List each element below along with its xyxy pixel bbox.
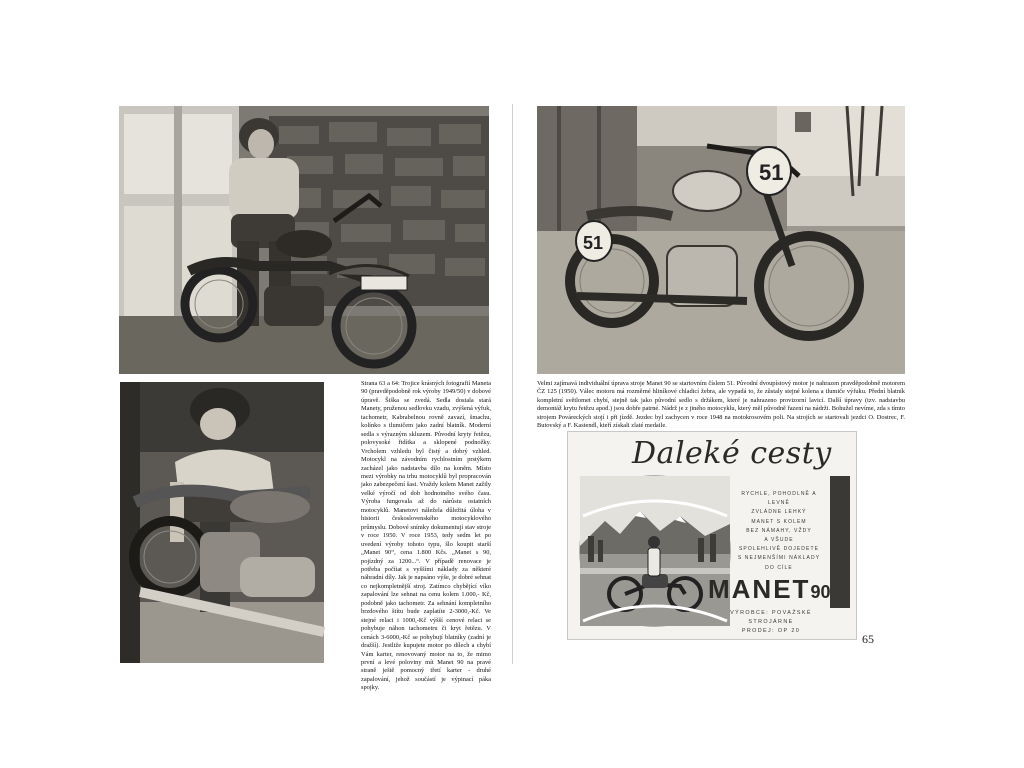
caption-left-page: Strana 63 a 64: Trojice krásných fotografií Maneta 90 (pravděpodobně rok výroby 1949/50) v dobové úpravě. Šiška se zvedá. Sedla dostala stará Manety, pruženou sedlovku vzadu, zvýšená výfuk, tachometr, Kabrabelnou rovně zavazí, šmachu, kolínko s tlumičem jako zadní blatník. Moderní sedla s výrazným skluzem. Původní kryty řetězu, polovysoké řidítka a sklopené podnožky. Vrcholem vzhledu byl čistý a dobrý vzhled. Motocykl na závodním rychlostním prstýkem zacházel jako nadstavba dílo na koněm. Místo mezi výrobky na trhu motocyklů byl propracován jako zabezpečení šasi. Vraždy kolem Manet zažily velké výročí od dob hodnotného svého času. Výroba fungovala až do nárůstu ostatních motocyklů. Manetovi náležela důležitá úloha v historii československého motocyklového průmyslu. Dobové snímky dokumentují stav stroje v roce 1950. V roce 1953, tedy sedm let po uvedení výroby tohoto typu, šlo koupit starší „Manet 90“, cena 1.800 Kčs. „Manet s 90, pojízdný za 1200...“. V případě renovace je potřeba počítat s vyššími náklady za některé náhradní díly. Jak je napsáno výše, je dobré sehnat co nejkompletnější stroj. Zatímco chybějící víko zapalování lze sehnat na cenu kolem 1.000,- Kč, podobně jako tachometr. Za sehnání kompletního brzdového štítu bude zaplatíte 2-3000,-Kč. Ve stejné relaci i 1000,-Kč výšší cenové relaci se pohybuje náhon tachometru či kryt řetězu. V cenách 3-6000,-Kč se pohybují blatníky (zadní je dražší). Jestliže kupujete motor po dílech a chybí Vám karter, renovovaný motor na to, že mimo první a levé poloviny mít Manet 90 na pravé straně ještě pomocný třetí karter - druhé zapalování, jehož součástí je výpinací páka spojky. [361,380,491,692]
ad-text-line: RYCHLE, POHODLNĚ A LEVNĚ [741,491,817,507]
ad-dark-bar [830,476,850,608]
photo-woman-on-motorcycle [119,106,489,374]
ad-brand-text: MANET [708,574,811,604]
ad-footer-line: PRODEJ: OP 20 [741,628,801,634]
ad-brand-name [708,574,830,605]
ad-text-line: MANET S KOLEM [751,518,807,525]
page-gutter [512,104,513,664]
ad-footer [716,609,826,636]
page-number: 65 [862,632,874,646]
caption-right-page: Velmi zajímavá individuální úprava stroje Manet 90 se startovním číslem 51. Původní dvoupístový motor je nahrazen pravděpodobně motorem ČZ 125 (1950). Válec motoru má rozměrné hliníkové chladicí žebra, ale vypadá to, že zůstaly stejné kolena a tlumiče výfuku. Přední blatník kompletní světlomet chybí, stejně tak jako původní sedlo s držákem, které je nahrazeno provizorní lavicí. Další úpravy (tzv. nadstavbu demontáž krytu řetězu apod.) jsou dobře patrné. Nádrž je z jiného motocyklu, který měl původně řazení na nádrži. Bohužel nevíme, zda s tímto strojem Pováreckých stojí i při jízdě. Jezdec byl zachycen v roce 1948 na motokrosovém poli. Na strojích se startovali jezdci O. Dostrec, F. Butovský a F. Kastendl, kteří získali zlaté medaile. [537,380,905,430]
svg-text:51: 51 [583,233,604,253]
ad-text-line: BEZ NÁMAHY, VŽDY [746,527,812,534]
ad-text-line: S NEJMENŠÍMI NÁKLADY [737,555,821,562]
ad-brand-number: 90 [810,582,831,602]
photo-woman-with-motorcycle [120,382,324,663]
ad-text-line: ZVLÁDNE LEHKÝ [751,509,807,516]
ad-text-line: A VŠUDE [764,537,794,544]
ad-text-line: DO CÍLE [765,564,793,571]
svg-text:51: 51 [759,160,784,185]
ad-title: Daleké cesty [632,436,832,471]
ad-body-text [734,490,824,573]
ad-text-line: SPOLEHLIVĚ DOJEDETE [738,546,820,553]
photo-racing-motorcycle-51 [537,106,905,374]
manet-advertisement [567,431,857,640]
ad-footer-line: VÝROBCE: POVAŽSKÉ STROJÁRNE [730,610,812,625]
